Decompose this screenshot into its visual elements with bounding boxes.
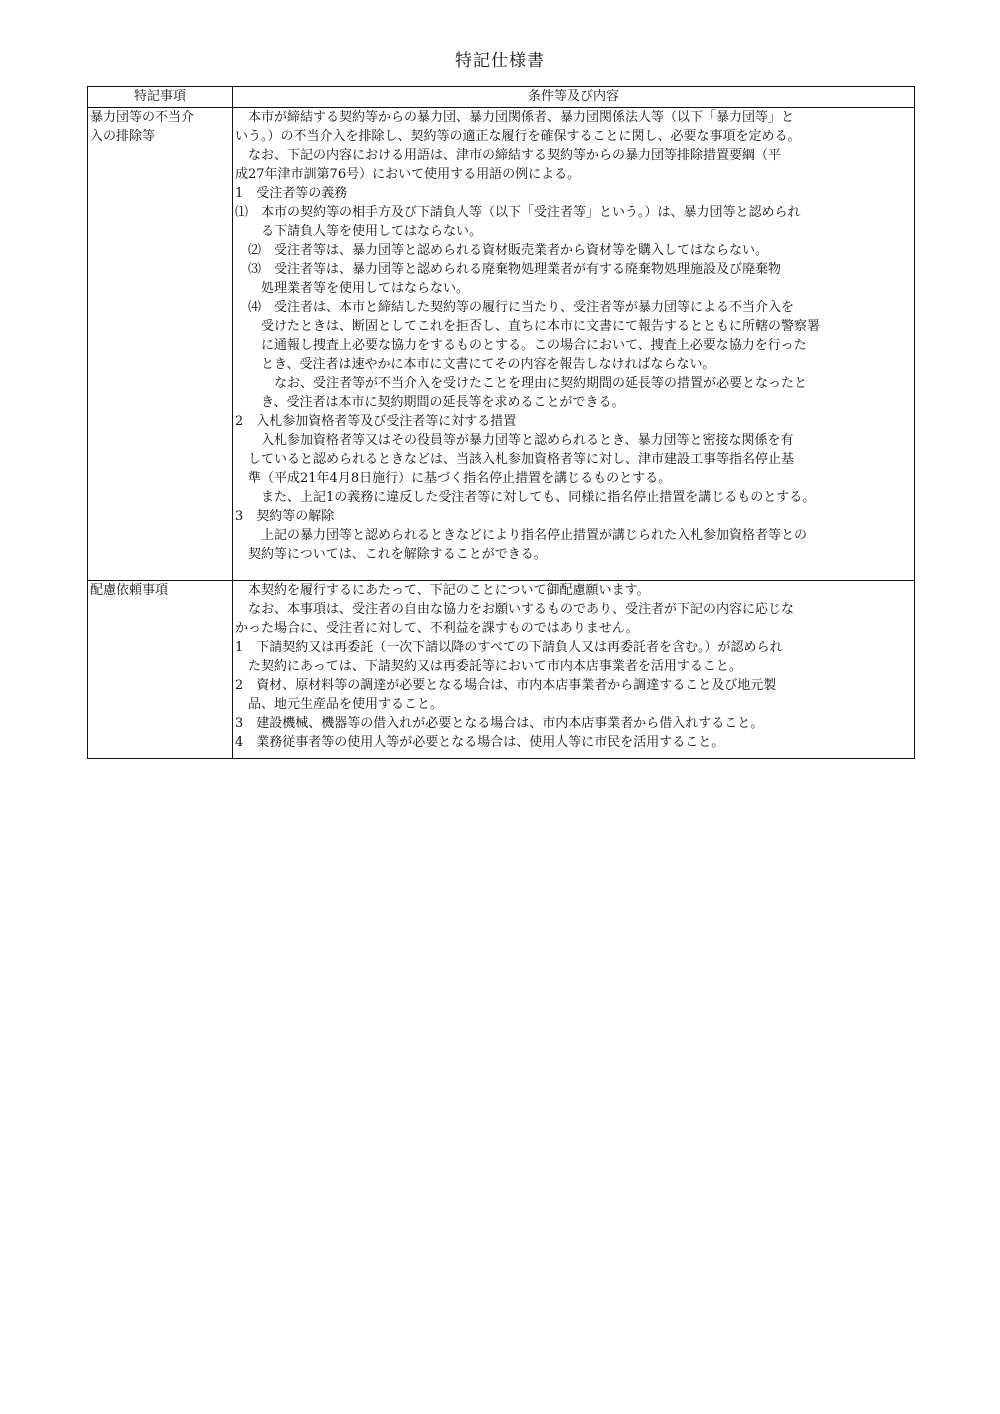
content-line: に通報し捜査上必要な協力をするものとする。この場合において、捜査上必要な協力を行った: [261, 338, 807, 353]
column-header-conditions: 条件等及び内容: [233, 87, 915, 108]
table-header-row: [88, 87, 915, 108]
content-line: る下請負人等を使用してはならない。: [261, 224, 483, 239]
content-line: とき、受注者は速やかに本市に文書にてその内容を報告しなければならない。: [261, 357, 716, 372]
spec-table: [87, 86, 915, 759]
row-label-text: 暴力団等の不当介 入の排除等: [90, 110, 195, 144]
content-line: 入札参加資格者等又はその役員等が暴力団等と認められるとき、暴力団等と密接な関係を有: [248, 433, 794, 448]
content-line: 2 入札参加資格者等及び受注者等に対する措置: [235, 414, 517, 429]
content-line: また、上記1の義務に違反した受注者等に対しても、同様に指名停止措置を講じるものとする。: [248, 490, 816, 505]
content-line: 4 業務従事者等の使用人等が必要となる場合は、使用人等に市民を活用すること。: [235, 735, 725, 750]
content-line: 契約等については、これを解除することができる。: [248, 547, 547, 562]
row-label-text: 配慮依頼事項: [90, 583, 169, 598]
content-line: ⑶ 受注者等は、暴力団等と認められる廃棄物処理業者が有する廃棄物処理施設及び廃棄物: [248, 262, 782, 277]
row-content-consideration: [233, 581, 915, 759]
content-line: 準（平成21年4月8日施行）に基づく指名停止措置を講じるものとする。: [248, 471, 672, 486]
column-header-item: 特記事項: [88, 87, 233, 108]
content-line: いう。）の不当介入を排除し、契約等の適正な履行を確保することに関し、必要な事項を定める。: [235, 129, 801, 144]
row-content-antisocial: [233, 108, 915, 581]
content-line: 本契約を履行するにあたって、下記のことについて御配慮願います。: [235, 583, 650, 598]
content-line: ⑷ 受注者は、本市と締結した契約等の履行に当たり、受注者等が暴力団等による不当介入を: [248, 300, 795, 315]
table-row: [88, 108, 915, 581]
content-line: 3 契約等の解除: [235, 509, 335, 524]
content-line: していると認められるときなどは、当該入札参加資格者等に対し、津市建設工事等指名停止基: [248, 452, 795, 467]
content-line: ⑴ 本市の契約等の相手方及び下請負人等（以下「受注者等」という。）は、暴力団等と認められ: [235, 205, 801, 220]
row-label-consideration: [88, 581, 233, 759]
content-line: なお、受注者等が不当介入を受けたことを理由に契約期間の延長等の措置が必要となったと: [261, 376, 808, 391]
content-line: かった場合に、受注者に対して、不利益を課すものではありません。: [235, 621, 639, 636]
content-line: 処理業者等を使用してはならない。: [261, 281, 470, 296]
content-line: ⑵ 受注者等は、暴力団等と認められる資材販売業者から資材等を購入してはならない。: [248, 243, 769, 258]
content-line: き、受注者は本市に契約期間の延長等を求めることができる。: [261, 395, 625, 410]
content-line: 1 受注者等の義務: [235, 186, 348, 201]
content-line: 本市が締結する契約等からの暴力団、暴力団関係者、暴力団関係法人等（以下「暴力団等」と: [235, 110, 795, 125]
content-line: 受けたときは、断固としてこれを拒否し、直ちに本市に文書にて報告するとともに所轄の警察署: [261, 319, 821, 334]
content-line: 成27年津市訓第76号）において使用する用語の例による。: [235, 167, 581, 182]
content-line: 1 下請契約又は再委託（一次下請以降のすべての下請負人又は再委託者を含む。）が認められ: [235, 640, 783, 655]
content-line: た契約にあっては、下請契約又は再委託等において市内本店事業者を活用すること。: [248, 659, 742, 674]
content-line: 品、地元生産品を使用すること。: [248, 697, 444, 712]
document-title: 特記仕様書: [455, 51, 545, 71]
content-line: 上記の暴力団等と認められるときなどにより指名停止措置が講じられた入札参加資格者等との: [248, 528, 808, 543]
content-line: なお、下記の内容における用語は、津市の締結する契約等からの暴力団等排除措置要綱（平: [235, 148, 782, 163]
table-row: [88, 581, 915, 759]
row-label-antisocial: [88, 108, 233, 581]
content-line: 2 資材、原材料等の調達が必要となる場合は、市内本店事業者から調達すること及び地元製: [235, 678, 777, 693]
content-line: なお、本事項は、受注者の自由な協力をお願いするものであり、受注者が下記の内容に応じな: [235, 602, 795, 617]
content-line: 3 建設機械、機器等の借入れが必要となる場合は、市内本店事業者から借入れすること。: [235, 716, 764, 731]
